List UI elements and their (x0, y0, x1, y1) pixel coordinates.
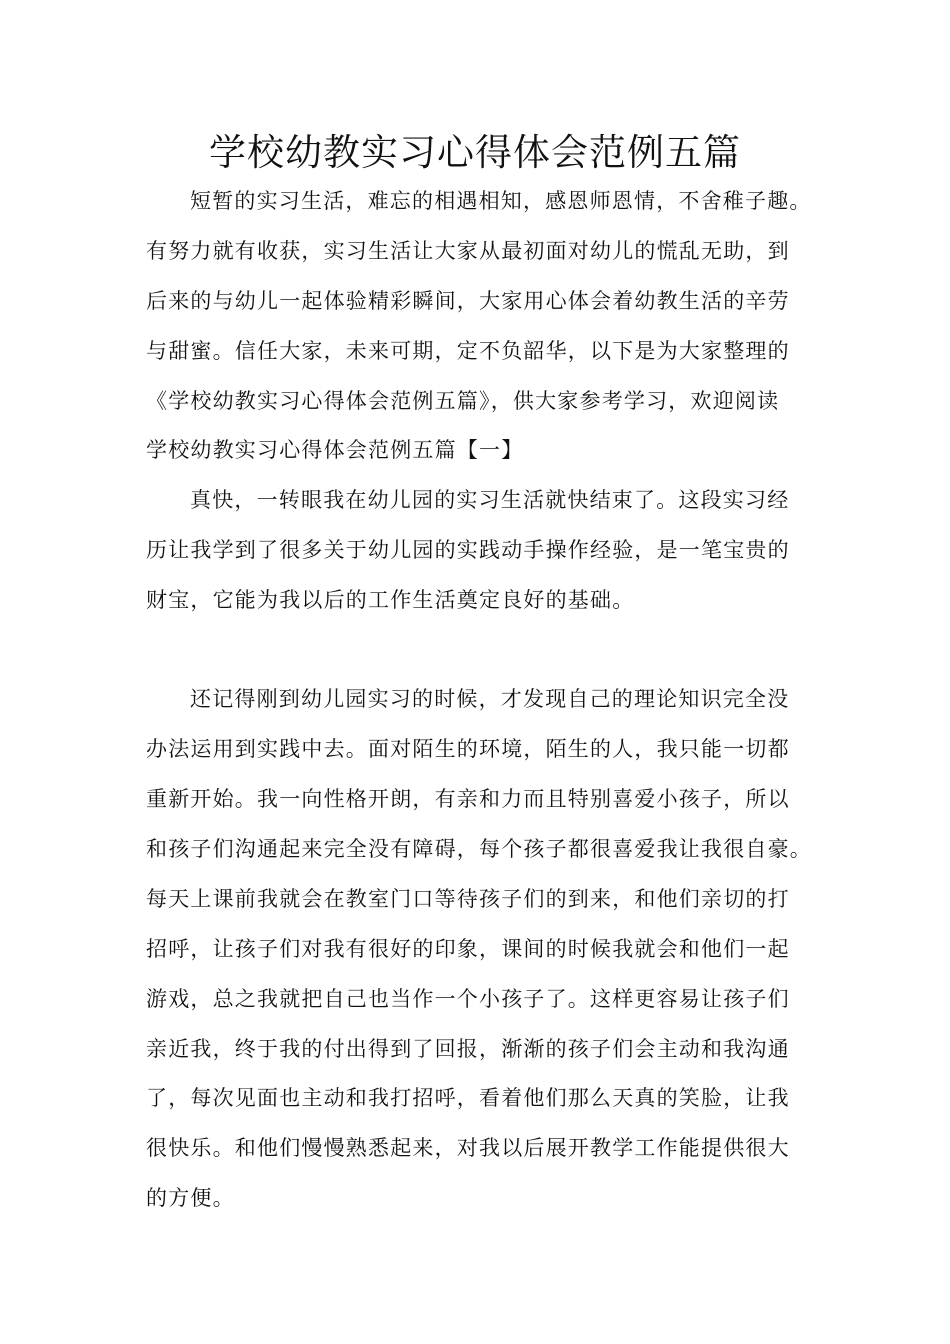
paragraph-line: 每天上课前我就会在教室门口等待孩子们的到来，和他们亲切的打 (146, 887, 790, 911)
paragraph-line: 有努力就有收获，实习生活让大家从最初面对幼儿的慌乱无助，到 (146, 239, 790, 263)
paragraph-line: 的方便。 (146, 1186, 235, 1210)
paragraph-line: 办法运用到实践中去。面对陌生的环境，陌生的人，我只能一切都 (146, 737, 790, 761)
paragraph-line: 和孩子们沟通起来完全没有障碍，每个孩子都很喜爱我让我很自豪。 (146, 837, 812, 861)
paragraph-line: 财宝，它能为我以后的工作生活奠定良好的基础。 (146, 588, 635, 612)
section-heading: 学校幼教实习心得体会范例五篇【一】 (146, 438, 524, 462)
paragraph-line: 历让我学到了很多关于幼儿园的实践动手操作经验，是一笔宝贵的 (146, 538, 790, 562)
paragraph-line: 亲近我，终于我的付出得到了回报，渐渐的孩子们会主动和我沟通 (146, 1037, 790, 1061)
paragraph-line: 很快乐。和他们慢慢熟悉起来，对我以后展开教学工作能提供很大 (146, 1136, 790, 1160)
paragraph-line: 还记得刚到幼儿园实习的时候，才发现自己的理论知识完全没 (190, 687, 790, 711)
paragraph-line: 《学校幼教实习心得体会范例五篇》，供大家参考学习，欢迎阅读 (146, 389, 780, 413)
paragraph-line: 真快，一转眼我在幼儿园的实习生活就快结束了。这段实习经 (190, 488, 790, 512)
paragraph-line: 重新开始。我一向性格开朗，有亲和力而且特别喜爱小孩子，所以 (146, 787, 790, 811)
paragraph-line: 短暂的实习生活，难忘的相遇相知，感恩师恩情，不舍稚子趣。 (190, 189, 812, 213)
paragraph-line: 后来的与幼儿一起体验精彩瞬间，大家用心体会着幼教生活的辛劳 (146, 289, 790, 313)
paragraph-line: 与甜蜜。信任大家，未来可期，定不负韶华，以下是为大家整理的 (146, 339, 790, 363)
document-title: 学校幼教实习心得体会范例五篇 (209, 131, 741, 174)
paragraph-line: 招呼，让孩子们对我有很好的印象，课间的时候我就会和他们一起 (146, 937, 790, 961)
paragraph-line: 了，每次见面也主动和我打招呼，看着他们那么天真的笑脸，让我 (146, 1086, 790, 1110)
paragraph-line: 游戏，总之我就把自己也当作一个小孩子了。这样更容易让孩子们 (146, 987, 790, 1011)
